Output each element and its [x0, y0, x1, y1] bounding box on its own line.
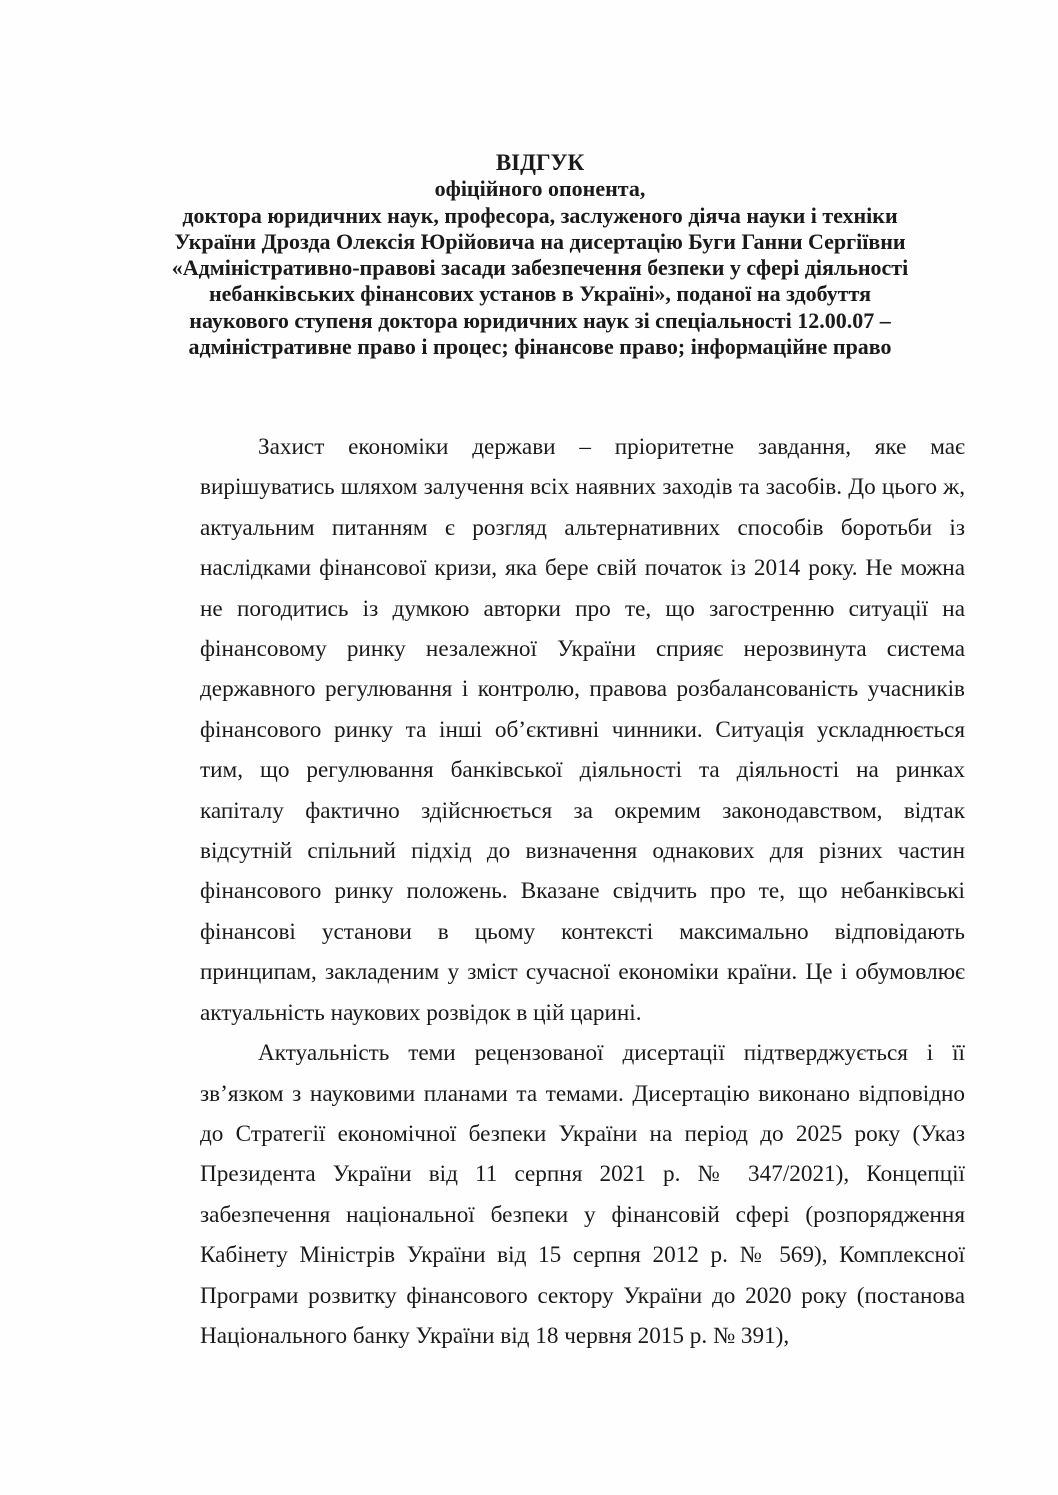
document-header: [160, 150, 920, 360]
header-line: доктора юридичних наук, професора, заслуженого діяча науки і техніки: [182, 202, 898, 228]
header-line: офіційного опонента,: [434, 176, 646, 202]
body-paragraph: Захист економіки держави – пріоритетне завдання, яке має вирішуватись шляхом залучення всіх наявних заходів та засобів. До цього ж, актуальним питанням є розгляд альтернативних способів боротьби із наслідками фінансової кризи, яка бере свій початок із 2014 року. Не можна не погодитись із думкою авторки про те, що загостренню ситуації на фінансовому ринку незалежної України сприяє нерозвинута система державного регулювання і контролю, правова розбалансованість учасників фінансового ринку та інші об’єктивні чинники. Ситуація ускладнюється тим, що регулювання банківської діяльності та діяльності на ринках капіталу фактично здійснюється за окремим законодавством, відтак відсутній спільний підхід до визначення однакових для різних частин фінансового ринку положень. Вказане свідчить про те, що небанківські фінансові установи в цьому контексті максимально відповідають принципам, закладеним у зміст сучасної економіки країни. Це і обумовлює актуальність наукових розвідок в цій царині.: [200, 434, 965, 1026]
document-title: ВІДГУК: [495, 150, 585, 175]
body-paragraph: Актуальність теми рецензованої дисертації підтверджується і її зв’язком з науковими планами та темами. Дисертацію виконано відповідно до Стратегії економічної безпеки України на період до 2025 року (Указ Президента України від 11 серпня 2021 р. № 347/2021), Концепції забезпечення національної безпеки у фінансовій сфері (розпорядження Кабінету Міністрів України від 15 серпня 2012 р. № 569), Комплексної Програми розвитку фінансового сектору України до 2020 року (постанова Національного банку України від 18 червня 2015 р. № 391),: [200, 1040, 965, 1349]
header-line: адміністративне право і процес; фінансове право; інформаційне право: [188, 334, 892, 360]
header-line: небанківських фінансових установ в Україні», поданої на здобуття: [208, 281, 872, 307]
header-line: «Адміністративно-правові засади забезпечення безпеки у сфері діяльності: [171, 255, 909, 281]
header-line: наукового ступеня доктора юридичних наук зі спеціальності 12.00.07 –: [189, 307, 891, 333]
header-line: України Дрозда Олексія Юрійовича на дисертацію Буги Ганни Сергіївни: [174, 228, 906, 254]
document-body: [200, 427, 965, 1356]
